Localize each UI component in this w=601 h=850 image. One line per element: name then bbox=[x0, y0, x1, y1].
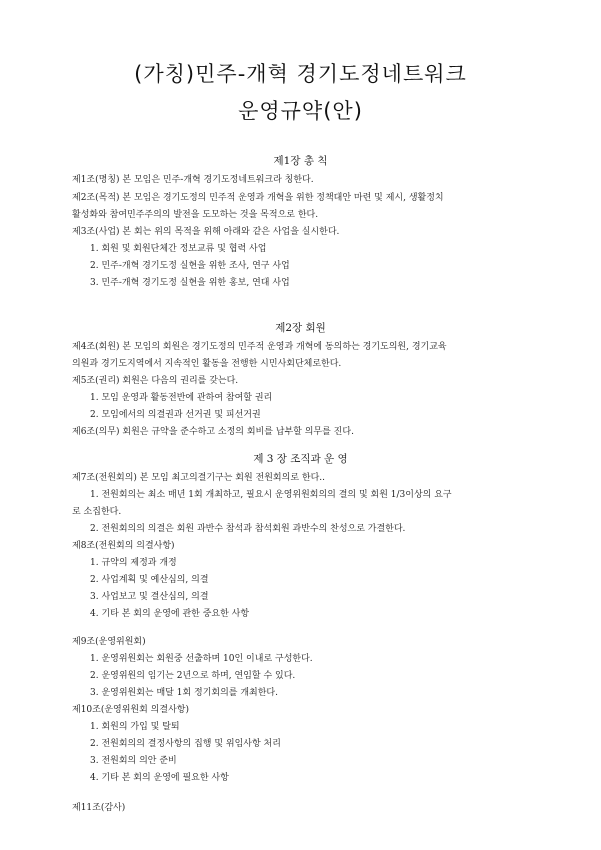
article-4-line1: 제4조(회원) 본 모임의 회원은 경기도정의 민주적 운영과 개혁에 동의하는 경기도의원, 경기교육 bbox=[72, 342, 447, 352]
article-10-item-1: 1. 회원의 가입 및 탈퇴 bbox=[90, 722, 180, 732]
article-3-item-3: 3. 민주-개혁 경기도정 실현을 위한 홍보, 연대 사업 bbox=[90, 278, 290, 288]
article-11: 제11조(감사) bbox=[72, 803, 126, 813]
article-8-item-3: 3. 사업보고 및 결산심의, 의결 bbox=[90, 592, 209, 602]
chapter-2-heading: 제2장 회원 bbox=[275, 322, 326, 334]
article-8-item-4: 4. 기타 본 회의 운영에 관한 중요한 사항 bbox=[90, 609, 250, 619]
article-8-item-2: 2. 사업계획 및 예산심의, 의결 bbox=[90, 575, 209, 585]
article-3-item-1: 1. 회원 및 회원단체간 정보교류 및 협력 사업 bbox=[90, 244, 267, 254]
article-5-item-1: 1. 모임 운영과 활동전반에 관하여 참여할 권리 bbox=[90, 393, 273, 403]
chapter-1-heading: 제1장 총 칙 bbox=[273, 155, 328, 167]
article-7-item-2: 2. 전원회의의 의결은 회원 과반수 참석과 참석회원 과반수의 찬성으로 가결한다. bbox=[90, 524, 406, 534]
article-7-item-1-line1: 1. 전원회의는 최소 매년 1회 개최하고, 필요시 운영위원회의의 결의 및 회원 1/3이상의 요구 bbox=[90, 490, 452, 500]
article-9-item-1: 1. 운영위원회는 회원중 선출하며 10인 이내로 구성한다. bbox=[90, 654, 313, 664]
article-10: 제10조(운영위원회 의결사항) bbox=[72, 705, 189, 715]
article-7-item-1-line2: 로 소집한다. bbox=[72, 507, 122, 517]
article-9-item-2: 2. 운영위원의 임기는 2년으로 하며, 연임할 수 있다. bbox=[90, 671, 296, 681]
document-title-line1: (가칭)민주-개혁 경기도정네트워크 bbox=[134, 62, 467, 86]
article-8-item-1: 1. 규약의 제정과 개정 bbox=[90, 558, 177, 568]
article-3: 제3조(사업) 본 회는 위의 목적을 위해 아래와 같은 사업을 실시한다. bbox=[72, 227, 340, 237]
article-9-item-3: 3. 운영위원회는 매달 1회 정기회의를 개최한다. bbox=[90, 688, 278, 698]
article-5: 제5조(권리) 회원은 다음의 권리를 갖는다. bbox=[72, 376, 239, 386]
article-2-line2: 활성화와 참여민주주의의 발전을 도모하는 것을 목적으로 한다. bbox=[72, 210, 319, 220]
article-7: 제7조(전원회의) 본 모임 최고의결기구는 회원 전원회의로 한다.. bbox=[72, 473, 325, 483]
article-6: 제6조(의무) 회원은 규약을 준수하고 소정의 회비를 납부할 의무를 진다. bbox=[72, 427, 354, 437]
article-9: 제9조(운영위원회) bbox=[72, 637, 146, 647]
article-1: 제1조(명칭) 본 모임은 민주-개혁 경기도정네트워크라 칭한다. bbox=[72, 175, 314, 185]
article-10-item-2: 2. 전원회의의 결정사항의 집행 및 위임사항 처리 bbox=[90, 739, 281, 749]
document-title-line2: 운영규약(안) bbox=[238, 99, 363, 123]
article-3-item-2: 2. 민주-개혁 경기도정 실현을 위한 조사, 연구 사업 bbox=[90, 261, 290, 271]
article-4-line2: 의원과 경기도지역에서 지속적인 활동을 전행한 시민사회단체로한다. bbox=[72, 359, 342, 369]
article-5-item-2: 2. 모임에서의 의결권과 선거권 및 피선거권 bbox=[90, 410, 261, 420]
chapter-3-heading: 제 3 장 조직과 운 영 bbox=[253, 453, 348, 465]
article-10-item-4: 4. 기타 본 회의 운영에 필요한 사항 bbox=[90, 773, 229, 783]
article-2-line1: 제2조(목적) 본 모임은 경기도정의 민주적 운영과 개혁을 위한 정책대안 마련 및 제시, 생활정치 bbox=[72, 193, 444, 203]
article-8: 제8조(전원회의 의결사항) bbox=[72, 541, 175, 551]
article-10-item-3: 3. 전원회의 의안 준비 bbox=[90, 756, 177, 766]
